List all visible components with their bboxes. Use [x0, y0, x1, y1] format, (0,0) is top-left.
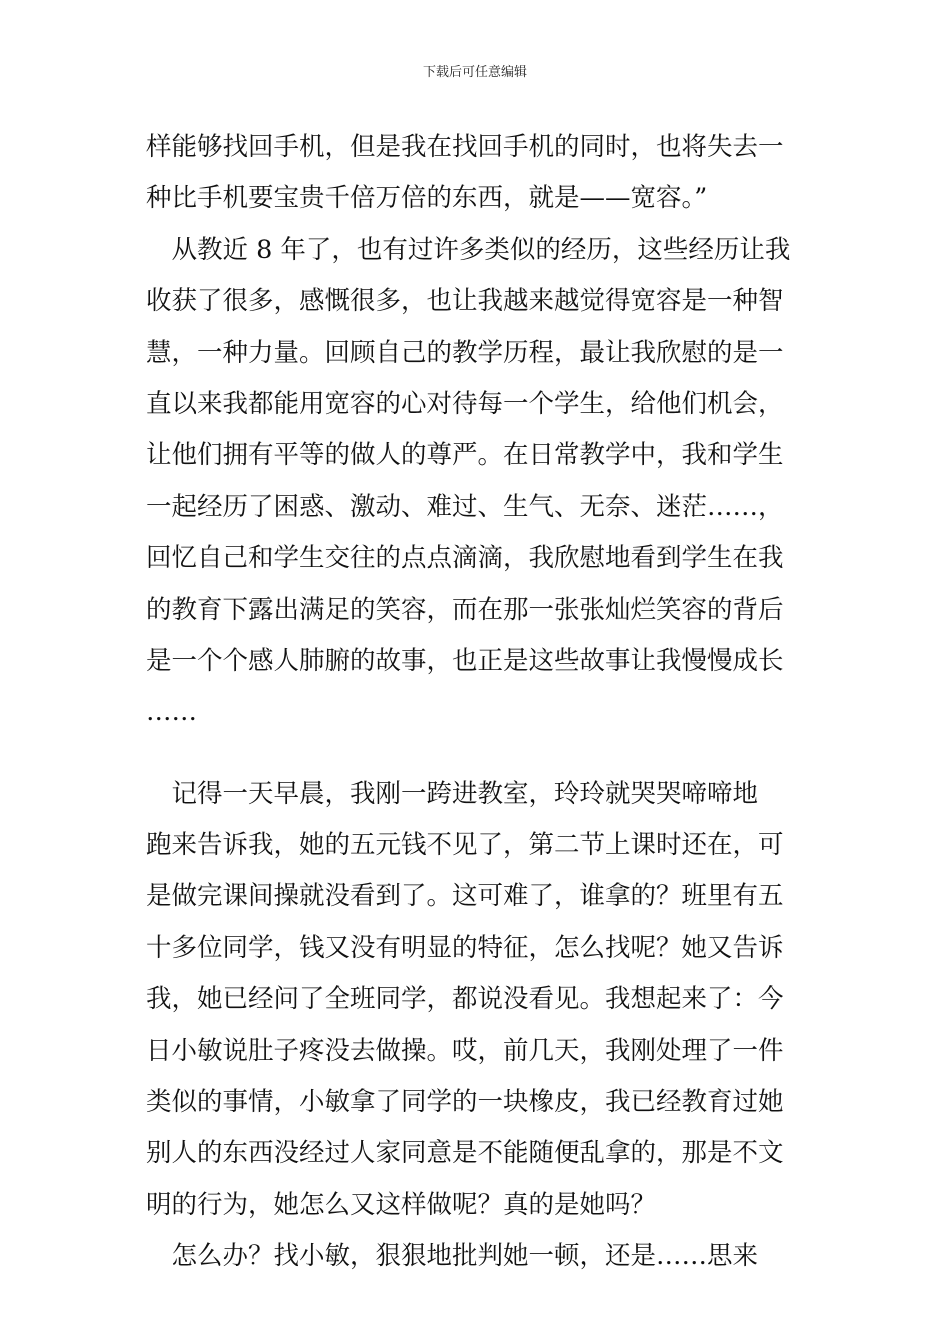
- text-line: 别人的东西没经过人家同意是不能随便乱拿的，那是不文: [146, 1138, 784, 1169]
- text-line: 直以来我都能用宽容的心对待每一个学生，给他们机会，: [146, 388, 784, 419]
- text-line: 从教近 8 年了，也有过许多类似的经历，这些经历让我: [146, 234, 791, 265]
- text-line: 让他们拥有平等的做人的尊严。在日常教学中，我和学生: [146, 440, 784, 471]
- paragraph-spacer: [146, 739, 808, 769]
- paragraph: [146, 225, 808, 739]
- text-line: 是一个个感人肺腑的故事，也正是这些故事让我慢慢成长: [146, 645, 784, 676]
- text-line: 类似的事情，小敏拿了同学的一块橡皮，我已经教育过她: [146, 1087, 784, 1118]
- text-line: 记得一天早晨，我刚一跨进教室，玲玲就哭哭啼啼地: [146, 778, 759, 809]
- text-line: 一起经历了困惑、激动、难过、生气、无奈、迷茫……，: [146, 491, 784, 522]
- text-line: 跑来告诉我，她的五元钱不见了，第二节上课时还在，可: [146, 830, 784, 861]
- text-line: 回忆自己和学生交往的点点滴滴，我欣慰地看到学生在我: [146, 543, 784, 574]
- text-line: 样能够找回手机，但是我在找回手机的同时，也将失去一: [146, 132, 784, 162]
- text-line: 是做完课间操就没看到了。这可难了，谁拿的？班里有五: [146, 881, 784, 912]
- text-line: 的教育下露出满足的笑容，而在那一张张灿烂笑容的背后: [146, 594, 784, 625]
- paragraph: [146, 769, 808, 1232]
- document-body: [146, 122, 808, 1283]
- text-line: 慧，一种力量。回顾自己的教学历程，最让我欣慰的是一: [146, 337, 784, 368]
- text-line: 十多位同学，钱又没有明显的特征，怎么找呢？她又告诉: [146, 932, 784, 963]
- text-line: 我，她已经问了全班同学，都说没看见。我想起来了：今: [146, 984, 784, 1015]
- text-line: 怎么办？找小敏，狠狠地批判她一顿，还是……思来: [146, 1241, 759, 1272]
- paragraph: [146, 122, 808, 225]
- text-line: ……: [146, 697, 197, 728]
- text-line: 日小敏说肚子疼没去做操。哎，前几天，我刚处理了一件: [146, 1035, 784, 1066]
- text-line: 明的行为，她怎么又这样做呢？真的是她吗？: [146, 1189, 657, 1220]
- text-line: 种比手机要宝贵千倍万倍的东西，就是——宽容。”: [146, 183, 708, 214]
- text-line: 收获了很多，感慨很多，也让我越来越觉得宽容是一种智: [146, 286, 784, 317]
- page-header: 下载后可任意编辑: [422, 65, 527, 80]
- paragraph: [146, 1231, 808, 1282]
